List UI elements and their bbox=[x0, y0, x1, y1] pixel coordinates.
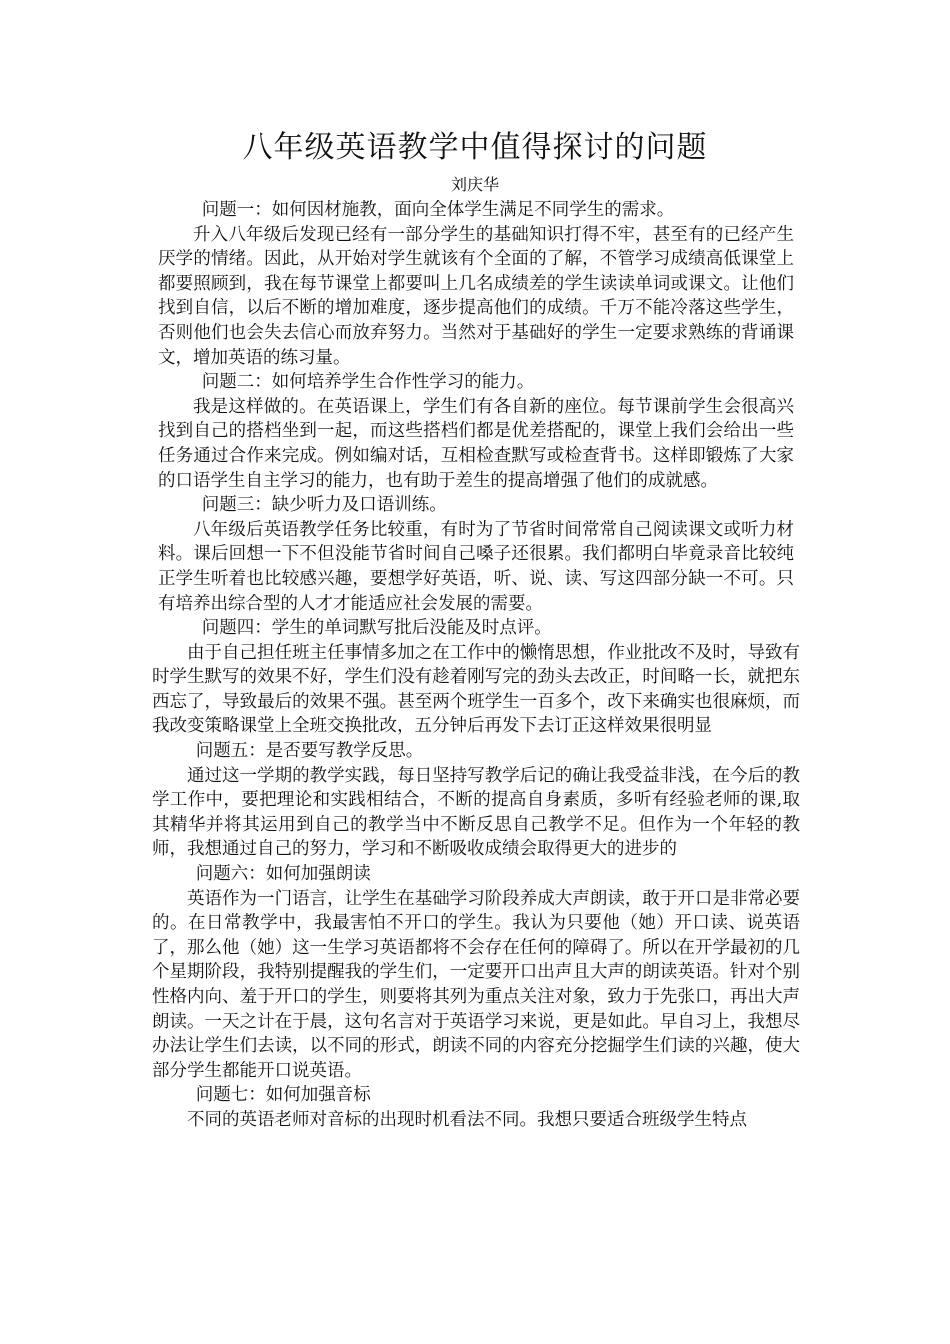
section-paragraph-3: 八年级后英语教学任务比较重，有时为了节省时间常常自己阅读课文或听力材料。课后回想一下不但没能节省时间自己嗓子还很累。我们都明白毕竟录音比较纯正学生听着也比较感兴趣，要想学好英语，听、说、读、写这四部分缺一不可。只有培养出综合型的人才才能适应社会发展的需要。 bbox=[158, 519, 794, 614]
section-paragraph-4: 由于自己担任班主任事情多加之在工作中的懒惰思想，作业批改不及时，导致有时学生默写的效果不好，学生们没有趁着刚写完的劲头去改正，时间略一长，就把东西忘了，导致最后的效果不强。甚至两个班学生一百多个，改下来确实也很麻烦，而我改变策略课堂上全班交换批改，五分钟后再发下去订正这样效果很明显 bbox=[152, 642, 800, 737]
section-heading-7: 问题七：如何加强音标 bbox=[195, 1085, 371, 1106]
section-paragraph-6: 英语作为一门语言，让学生在基础学习阶段养成大声朗读，敢于开口是非常必要的。在日常教学中，我最害怕不开口的学生。我认为只要他（她）开口读、说英语了，那么他（她）这一生学习英语都将不会存在任何的障碍了。所以在开学最初的几个星期阶段，我特别提醒我的学生们，一定要开口出声且大声的朗读英语。针对个别性格内向、羞于开口的学生，则要将其列为重点关注对象，致力于先张口，再出大声朗读。一天之计在于晨，这句名言对于英语学习来说，更是如此。早自习上，我想尽办法让学生们去读，以不同的形式，朗读不同的内容充分挖掘学生们读的兴趣，使大部分学生都能开口说英语。 bbox=[152, 888, 800, 1081]
section-heading-5: 问题五：是否要写教学反思。 bbox=[195, 741, 424, 762]
document-body bbox=[152, 198, 800, 1133]
section-heading-6: 问题六：如何加强朗读 bbox=[195, 864, 371, 885]
section-paragraph-5: 通过这一学期的教学实践，每日坚持写教学后记的确让我受益非浅，在今后的教学工作中，要把理论和实践相结合，不断的提高自身素质，多听有经验老师的课,取其精华并将其运用到自己的教学当中不断反思自己教学不足。但作为一个年轻的教师，我想通过自己的努力，学习和不断吸收成绩会取得更大的进步的 bbox=[152, 765, 800, 860]
section-heading-3: 问题三：缺少听力及口语训练。 bbox=[201, 495, 447, 516]
section-heading-2: 问题二：如何培养学生合作性学习的能力。 bbox=[201, 372, 535, 393]
section-heading-1: 问题一：如何因材施教，面向全体学生满足不同学生的需求。 bbox=[201, 200, 675, 220]
section-paragraph-2: 我是这样做的。在英语课上，学生们有各自新的座位。每节课前学生会很高兴找到自己的搭档坐到一起，而这些搭档们都是优差搭配的，课堂上我们会给出一些任务通过合作来完成。例如编对话，互相检查默写或检查背书。这样即锻炼了大家的口语学生自主学习的能力，也有助于差生的提高增强了他们的成就感。 bbox=[158, 396, 794, 491]
section-paragraph-7: 不同的英语老师对音标的出现时机看法不同。我想只要适合班级学生特点 bbox=[187, 1109, 747, 1130]
document-title: 八年级英语教学中值得探讨的问题 bbox=[242, 130, 708, 165]
section-paragraph-1: 升入八年级后发现已经有一部分学生的基础知识打得不牢，甚至有的已经产生厌学的情绪。因此，从开始对学生就该有个全面的了解，不管学习成绩高低课堂上都要照顾到，我在每节课堂上都要叫上几名成绩差的学生读读单词或课文。让他们找到自信，以后不断的增加难度，逐步提高他们的成绩。千万不能冷落这些学生，否则他们也会失去信心而放弃努力。当然对于基础好的学生一定要求熟练的背诵课文，增加英语的练习量。 bbox=[158, 224, 794, 368]
author-name: 刘庆华 bbox=[450, 175, 499, 194]
section-heading-4: 问题四：学生的单词默写批后没能及时点评。 bbox=[201, 618, 552, 639]
